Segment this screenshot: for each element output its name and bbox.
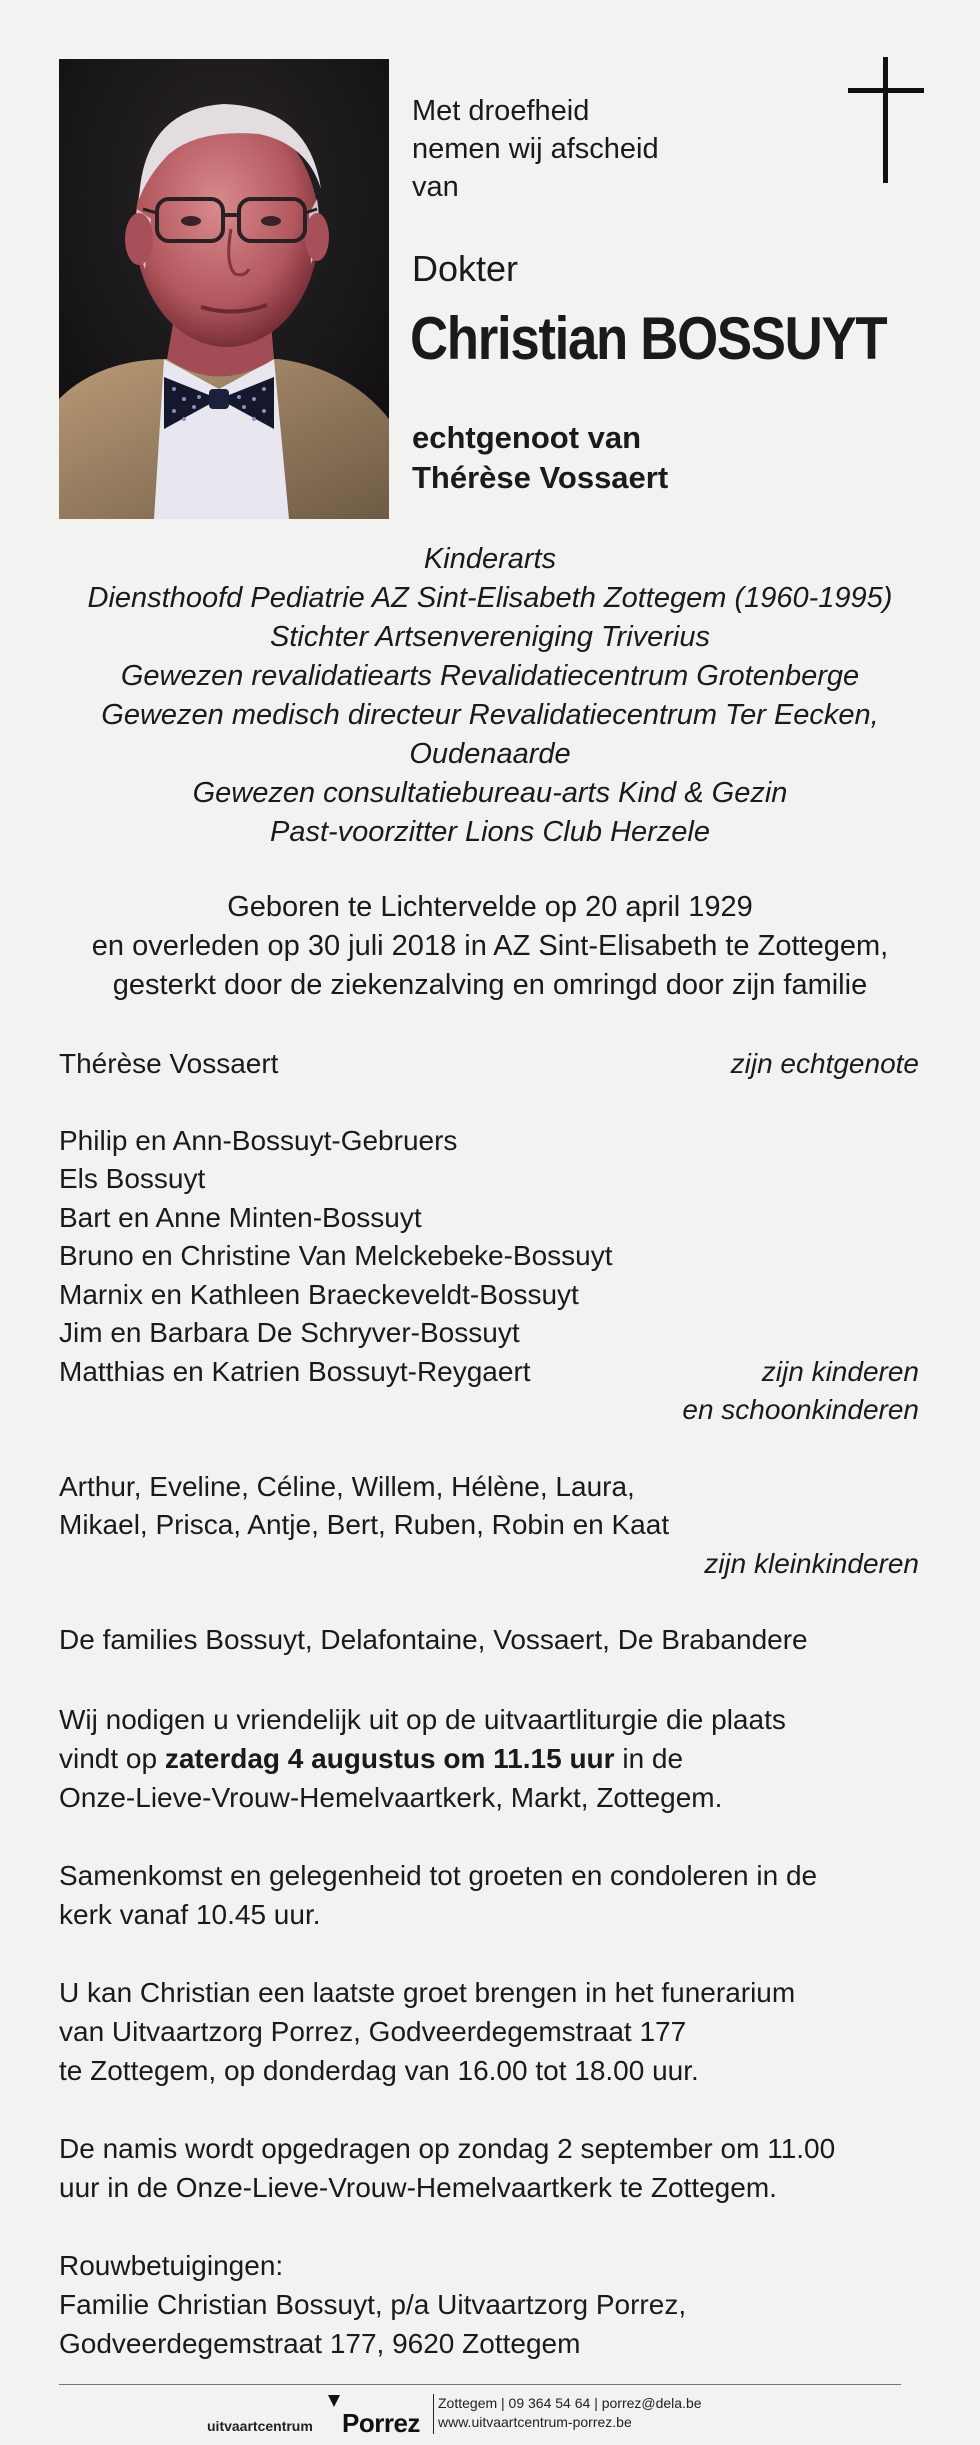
title-line: Kinderarts	[423, 543, 557, 575]
funeral-datetime: zaterdag 4 augustus om 11.15 uur	[164, 1743, 615, 1774]
deceased-name: Christian BOSSUYT	[410, 305, 887, 372]
contact-info	[438, 2394, 702, 2432]
family-name: Bruno en Christine Van Melckebeke-Bossuyt	[59, 1240, 613, 1271]
family-name: Jim en Barbara De Schryver-Bossuyt	[59, 1317, 520, 1348]
contact-website[interactable]: www.uitvaartcentrum-porrez.be	[438, 2414, 632, 2430]
announcement-paragraphs	[59, 1700, 929, 2402]
birth-line: en overleden op 30 juli 2018 in AZ Sint-Elisabeth te Zottegem,	[91, 930, 889, 962]
child-row	[59, 1122, 919, 1161]
para-line: Wij nodigen u vriendelijk uit op de uitvaartliturgie die plaats	[59, 1704, 786, 1735]
relation-row	[59, 1545, 919, 1584]
child-row	[59, 1353, 919, 1392]
brand-name: Porrez	[342, 2408, 420, 2438]
family-name: Els Bossuyt	[59, 1163, 206, 1194]
family-name: Bart en Anne Minten-Bossuyt	[59, 1201, 422, 1233]
para-line: Godveerdegemstraat 177, 9620 Zottegem	[59, 2328, 581, 2359]
para-line: van Uitvaartzorg Porrez, Godveerdegemstraat 177	[59, 2016, 687, 2047]
text-span: in de	[614, 1743, 684, 1774]
spouse-name: Thérèse Vossaert	[412, 460, 669, 495]
viewing-paragraph	[59, 1973, 929, 2090]
funeral-paragraph	[59, 1700, 929, 1817]
para-line: U kan Christian een laatste groet brengen in het funerarium	[59, 1977, 796, 2008]
family-name: Mikael, Prisca, Antje, Bert, Ruben, Robin en Kaat	[59, 1509, 670, 1540]
gathering-paragraph	[59, 1856, 929, 1934]
para-line: De namis wordt opgedragen op zondag 2 september om 11.00	[59, 2133, 836, 2164]
family-name: Philip en Ann-Bossuyt-Gebruers	[59, 1124, 458, 1156]
family-name: Thérèse Vossaert	[59, 1048, 279, 1079]
title-line: Stichter Artsenvereniging Triverius	[270, 621, 710, 653]
para-line: Familie Christian Bossuyt, p/a Uitvaartzorg Porrez,	[59, 2289, 687, 2320]
title-line: Past-voorzitter Lions Club Herzele	[269, 816, 710, 848]
spouse-info	[412, 418, 668, 498]
spouse-relation: echtgenoot van	[412, 420, 642, 455]
para-line	[59, 1739, 929, 1778]
grandchildren-row	[59, 1468, 919, 1507]
portrait-illustration	[59, 59, 389, 519]
relation-row	[59, 1391, 919, 1430]
para-line: uur in de Onze-Lieve-Vrouw-Hemelvaartkerk te Zottegem.	[59, 2172, 777, 2203]
family-list	[59, 1045, 919, 1660]
grandchildren-row	[59, 1506, 919, 1545]
family-name: Matthias en Katrien Bossuyt-Reygaert	[59, 1355, 531, 1387]
para-line: Samenkomst en gelegenheid tot groeten en condoleren in de	[59, 1860, 818, 1891]
child-row	[59, 1160, 919, 1199]
title-line: Gewezen revalidatiearts Revalidatiecentrum Grotenberge	[120, 660, 860, 692]
honorific: Dokter	[412, 248, 519, 289]
title-line: Diensthoofd Pediatrie AZ Sint-Elisabeth Zottegem (1960-1995)	[87, 582, 893, 614]
child-row	[59, 1314, 919, 1353]
text-span: vindt op	[59, 1743, 165, 1774]
portrait-photo	[59, 59, 389, 519]
family-relation: zijn echtgenote	[730, 1048, 919, 1079]
birth-line: Geboren te Lichtervelde op 20 april 1929	[227, 891, 753, 923]
footer-divider	[59, 2384, 901, 2385]
families-row	[59, 1621, 919, 1660]
intro-text	[412, 92, 712, 206]
family-name: Arthur, Eveline, Céline, Willem, Hélène, Laura,	[59, 1470, 635, 1502]
contact-line: Zottegem | 09 364 54 64 | porrez@dela.be	[438, 2395, 702, 2411]
title-line: Oudenaarde	[409, 738, 571, 770]
family-name: Marnix en Kathleen Braeckeveldt-Bossuyt	[59, 1278, 579, 1310]
spouse-row	[59, 1045, 919, 1084]
family-relation: en schoonkinderen	[682, 1394, 919, 1425]
title-line: Gewezen consultatiebureau-arts Kind & Gezin	[192, 777, 788, 809]
intro-line: nemen wij afscheid	[412, 133, 659, 165]
footer-separator	[433, 2394, 434, 2434]
child-row	[59, 1237, 919, 1276]
child-row	[59, 1276, 919, 1315]
para-line: kerk vanaf 10.45 uur.	[59, 1899, 321, 1930]
para-line: Rouwbetuigingen:	[59, 2250, 284, 2281]
family-relation: zijn kleinkinderen	[704, 1547, 919, 1579]
title-line: Gewezen medisch directeur Revalidatiecentrum Ter Eecken,	[101, 699, 879, 731]
intro-line: van	[412, 171, 459, 203]
mass-paragraph	[59, 2129, 929, 2207]
intro-line: Met droefheid	[412, 95, 590, 127]
brand-triangle-icon	[327, 2394, 341, 2408]
cross-icon	[848, 57, 924, 183]
career-titles	[0, 540, 980, 852]
funeral-home-footer	[0, 2390, 980, 2440]
brand-prefix: uitvaartcentrum	[207, 2418, 313, 2434]
birth-line: gesterkt door de ziekenzalving en omringd door zijn familie	[112, 969, 868, 1001]
para-line: Onze-Lieve-Vrouw-Hemelvaartkerk, Markt, Zottegem.	[59, 1782, 723, 1813]
para-line: te Zottegem, op donderdag van 16.00 tot 18.00 uur.	[59, 2055, 699, 2086]
families-text: De families Bossuyt, Delafontaine, Vossaert, De Brabandere	[59, 1624, 808, 1655]
birth-death-info	[0, 888, 980, 1005]
family-relation: zijn kinderen	[761, 1355, 919, 1387]
child-row	[59, 1199, 919, 1238]
condolences-paragraph	[59, 2246, 929, 2363]
